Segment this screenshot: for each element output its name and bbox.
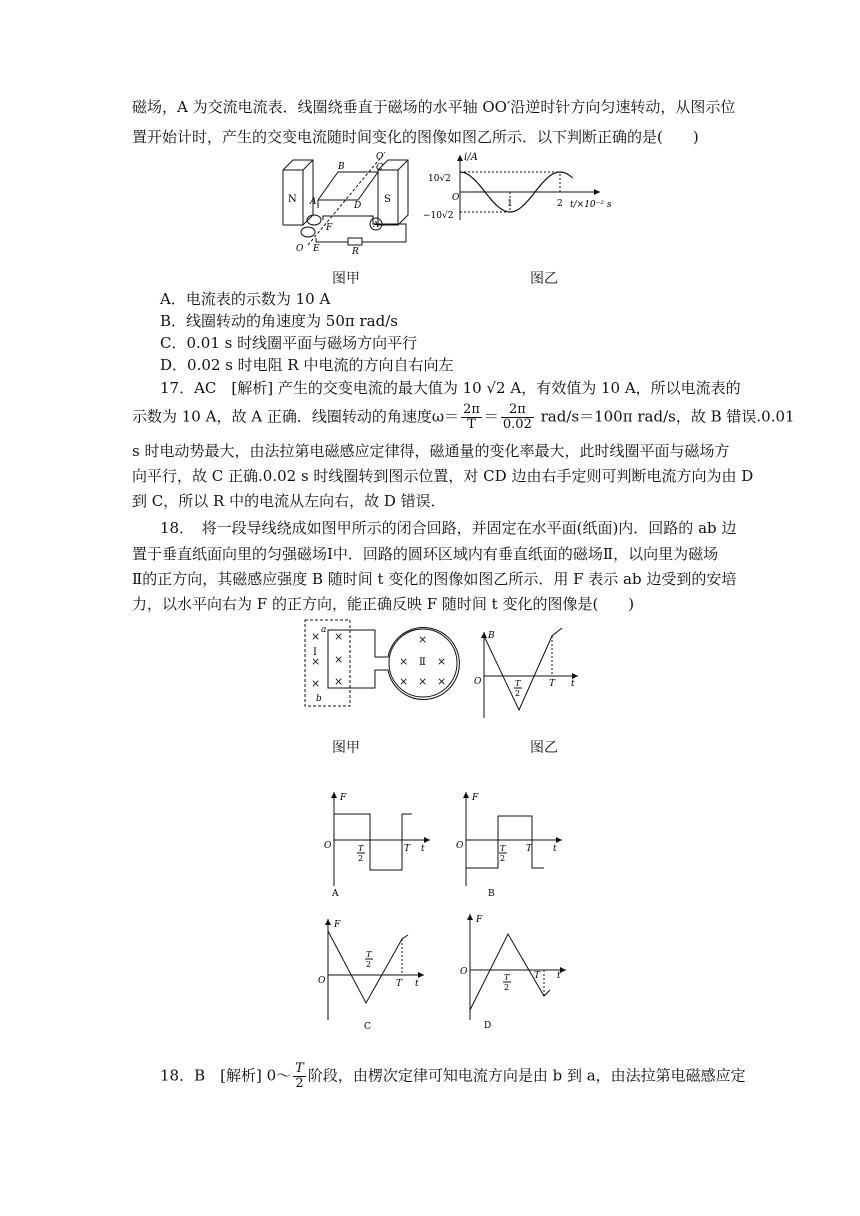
- label-r: R: [352, 247, 359, 255]
- option-b-tick-t: T: [526, 844, 533, 854]
- label-d: D: [354, 201, 362, 211]
- b-ylabel: B: [488, 631, 495, 641]
- option-a-half-num: T: [358, 844, 364, 853]
- fraction-2: [501, 403, 534, 432]
- option-d-tick-t: T: [534, 971, 541, 981]
- q17-fig-left-caption: 图甲: [332, 271, 360, 287]
- q17-option-d: D．0.02 s 时电阻 R 中电流的方向自右向左: [160, 356, 454, 374]
- label-o: O: [296, 244, 304, 254]
- option-a-half-den: 2: [358, 854, 364, 863]
- q18-answer-fraction: [293, 1062, 306, 1091]
- q17-answer-line-1: 17．AC [解析] 产生的交变电流的最大值为 10 √2 A，有效值为 10 A，所以电流表的: [160, 379, 741, 397]
- option-b-graph: [452, 788, 567, 898]
- coil: [318, 172, 378, 200]
- b-half-num: T: [515, 679, 521, 688]
- option-c-ylabel: F: [334, 920, 341, 930]
- label-field-1: Ⅰ: [313, 647, 317, 658]
- option-b-half-den: 2: [500, 854, 506, 863]
- option-d-half-den: 2: [504, 983, 510, 992]
- current-graph: [420, 150, 620, 225]
- option-b-xlabel: t: [553, 844, 557, 854]
- ammeter-label: A: [373, 220, 379, 229]
- option-c-half-num: T: [366, 950, 372, 959]
- label-o-prime: O′: [376, 152, 386, 162]
- option-b-ylabel: F: [472, 793, 479, 803]
- q17-answer-line-3: s 时电动势最大，由法拉第电磁感应定律得，磁通量的变化率最大，此时线圈平面与磁场方: [132, 442, 730, 460]
- b-graph: [470, 628, 585, 720]
- q17-answer-line-4: 向平行，故 C 正确.0.02 s 时线圈转到图示位置，对 CD 边由右手定则可判断电流方向为由 D: [132, 467, 754, 485]
- fraction-2-den: 0.02: [502, 417, 532, 432]
- q18-stem-line-4: 力，以水平向右为 F 的正方向，能正确反映 F 随时间 t 变化的图像是( ): [132, 595, 635, 613]
- svg-text:×: ×: [437, 655, 447, 668]
- svg-text:×: ×: [437, 675, 447, 688]
- svg-text:×: ×: [311, 630, 321, 643]
- q18-stem-line-3: Ⅱ的正方向，其磁感应强度 B 随时间 t 变化的图像如图乙所示．用 F 表示 ab 边受到的安培: [132, 570, 737, 588]
- b-xlabel: t: [571, 679, 575, 689]
- q18-answer-part-b: 阶段，由楞次定律可知电流方向是由 b 到 a，由法拉第电磁感应定: [307, 1066, 746, 1085]
- svg-text:×: ×: [311, 655, 321, 668]
- q18-answer-line: [160, 1062, 760, 1092]
- q18-answer-part-a: 18．B [解析] 0～: [160, 1066, 292, 1085]
- option-a-curve: [334, 814, 412, 870]
- label-b-point: b: [316, 694, 322, 704]
- option-a-tick-t: T: [404, 844, 411, 854]
- option-d-origin: O: [460, 967, 468, 977]
- option-c-tick-t: T: [396, 979, 403, 989]
- graph-origin: O: [452, 193, 460, 203]
- q18-fraction-den: 2: [295, 1076, 304, 1091]
- option-c-origin: O: [318, 976, 326, 986]
- fraction-1-den: T: [467, 417, 476, 432]
- label-a-point: a: [321, 625, 327, 635]
- graph-ymax: 10√2: [428, 174, 451, 184]
- fraction-2-num: 2π: [501, 403, 534, 418]
- graph-ymin: −10√2: [423, 211, 454, 221]
- fraction-1-num: 2π: [463, 402, 480, 417]
- graph-tick-1: 1: [507, 199, 513, 209]
- q17-stem-line-2: 置开始计时，产生的交变电流随时间变化的图像如图乙所示．以下判断正确的是( ): [132, 128, 699, 146]
- b-tick-t: T: [549, 679, 556, 689]
- option-b-half-num: T: [500, 844, 506, 853]
- generator-figure: [278, 150, 413, 255]
- label-n: N: [288, 194, 297, 205]
- q17-stem-line-1: 磁场，A 为交流电流表．线圈绕垂直于磁场的水平轴 OO′沿逆时针方向匀速转动，从图示位: [132, 98, 736, 116]
- label-c: C: [376, 163, 383, 173]
- option-d-label: D: [484, 1021, 492, 1030]
- label-e: E: [313, 244, 320, 254]
- b-curve: [484, 628, 562, 710]
- svg-text:×: ×: [399, 675, 409, 688]
- q17-fig-right-caption: 图乙: [530, 271, 558, 287]
- svg-text:×: ×: [334, 675, 344, 688]
- label-b: B: [338, 162, 345, 172]
- graph-tick-2: 2: [557, 199, 563, 209]
- option-d-ylabel: F: [476, 915, 483, 925]
- label-f: F: [326, 223, 333, 233]
- graph-ylabel: i/A: [464, 152, 478, 163]
- svg-text:×: ×: [311, 677, 321, 690]
- label-s: S: [384, 194, 391, 205]
- option-d-half-num: T: [504, 973, 510, 982]
- q18-fig-right-caption: 图乙: [530, 740, 558, 756]
- option-d-xlabel: t: [557, 971, 561, 981]
- circuit-figure: [300, 615, 470, 710]
- label-field-2: Ⅱ: [419, 657, 426, 668]
- q18-stem-line-2: 置于垂直纸面向里的匀强磁场Ⅰ中．回路的圆环区域内有垂直纸面的磁场Ⅱ，以向里为磁场: [132, 545, 719, 563]
- q18-fig-left-caption: 图甲: [332, 740, 360, 756]
- equals-sign: ＝: [483, 407, 499, 426]
- option-a-label: A: [332, 889, 339, 898]
- svg-text:×: ×: [399, 655, 409, 668]
- q18-fraction-num: T: [295, 1061, 304, 1076]
- q17-option-c: C．0.01 s 时线圈平面与磁场方向平行: [160, 334, 418, 352]
- answer-l2-part-a: 示数为 10 A，故 A 正确．线圈转动的角速度ω＝: [132, 407, 460, 426]
- svg-text:×: ×: [418, 675, 428, 688]
- option-b-origin: O: [456, 841, 464, 851]
- q18-stem-line-1: 18． 将一段导线绕成如图甲所示的闭合回路，并固定在水平面(纸面)内．回路的 ab 边: [160, 519, 737, 537]
- q17-option-b: B．线圈转动的角速度为 50π rad/s: [160, 312, 398, 330]
- graph-xlabel: t/×10⁻² s: [570, 200, 612, 210]
- b-half-den: 2: [515, 689, 521, 698]
- option-b-label: B: [488, 889, 495, 898]
- option-d-graph: [456, 910, 571, 1030]
- option-a-xlabel: t: [421, 844, 425, 854]
- svg-text:×: ×: [418, 633, 428, 646]
- b-origin: O: [474, 677, 482, 687]
- answer-l2-part-b: rad/s＝100π rad/s，故 B 错误.0.01: [535, 407, 795, 426]
- q17-answer-line-5: 到 C，所以 R 中的电流从左向右，故 D 错误．: [132, 492, 446, 510]
- option-a-graph: [320, 788, 435, 898]
- svg-text:×: ×: [334, 653, 344, 666]
- option-c-graph: [314, 915, 429, 1035]
- svg-text:×: ×: [334, 630, 344, 643]
- option-c-xlabel: t: [415, 979, 419, 989]
- label-a: A: [310, 197, 317, 207]
- option-c-label: C: [364, 1022, 371, 1032]
- option-a-origin: O: [324, 841, 332, 851]
- q17-answer-line-2: [132, 402, 795, 433]
- q17-option-a: A．电流表的示数为 10 A: [160, 290, 331, 308]
- fraction-1: [461, 403, 482, 432]
- option-c-half-den: 2: [366, 960, 372, 969]
- option-a-ylabel: F: [340, 793, 347, 803]
